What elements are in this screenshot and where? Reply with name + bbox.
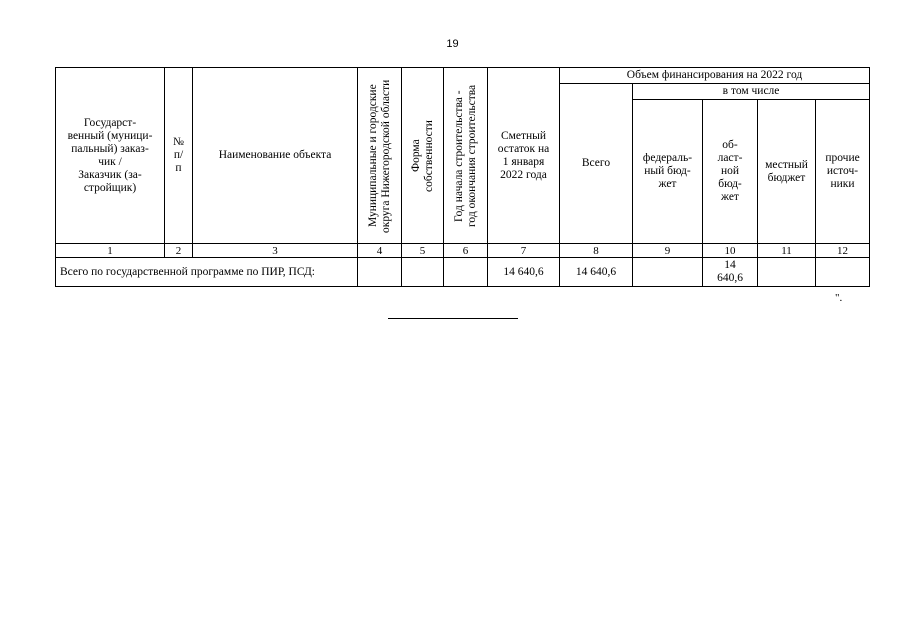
header-num: № п/ п <box>165 68 193 244</box>
header-years: Год начала строительства - год окончания строительства <box>444 68 488 244</box>
column-number: 6 <box>444 244 488 258</box>
column-number: 5 <box>402 244 444 258</box>
header-balance: Сметный остаток на 1 января 2022 года <box>488 68 560 244</box>
header-other: прочие источ- ники <box>816 100 870 244</box>
header-customer: Государст- венный (муници- пальный) заказ- чик / Заказчик (за- стройщик) <box>56 68 165 244</box>
header-total: Всего <box>560 84 633 244</box>
header-regional: об- ласт- ной бюд- жет <box>703 100 758 244</box>
column-number: 8 <box>560 244 633 258</box>
financing-table <box>55 67 870 287</box>
total-financing-cell: 14 640,6 <box>560 258 633 287</box>
column-number-row <box>56 244 870 258</box>
total-other-cell <box>816 258 870 287</box>
total-balance-cell: 14 640,6 <box>488 258 560 287</box>
column-number: 7 <box>488 244 560 258</box>
column-number: 12 <box>816 244 870 258</box>
column-number: 4 <box>358 244 402 258</box>
total-municipality-cell <box>358 258 402 287</box>
column-number: 3 <box>193 244 358 258</box>
header-municipality: Муниципальные и городские округа Нижегородской области <box>358 68 402 244</box>
total-years-cell <box>444 258 488 287</box>
header-ownership: Форма собственности <box>402 68 444 244</box>
column-number: 2 <box>165 244 193 258</box>
header-financing-group: Объем финансирования на 2022 год <box>560 68 870 84</box>
total-local-cell <box>758 258 816 287</box>
total-ownership-cell <box>402 258 444 287</box>
closing-quote-mark: ". <box>835 292 843 304</box>
separator-line <box>388 318 518 319</box>
page-number: 19 <box>446 38 459 50</box>
column-number: 1 <box>56 244 165 258</box>
column-number: 11 <box>758 244 816 258</box>
header-local: местный бюджет <box>758 100 816 244</box>
header-federal: федераль- ный бюд- жет <box>633 100 703 244</box>
column-number: 9 <box>633 244 703 258</box>
header-object-name: Наименование объекта <box>193 68 358 244</box>
total-row-label: Всего по государственной программе по ПИР, ПСД: <box>56 258 358 287</box>
column-number: 10 <box>703 244 758 258</box>
header-including: в том числе <box>633 84 870 100</box>
total-regional-cell: 14 640,6 <box>703 258 758 287</box>
total-federal-cell <box>633 258 703 287</box>
total-row <box>56 258 870 287</box>
